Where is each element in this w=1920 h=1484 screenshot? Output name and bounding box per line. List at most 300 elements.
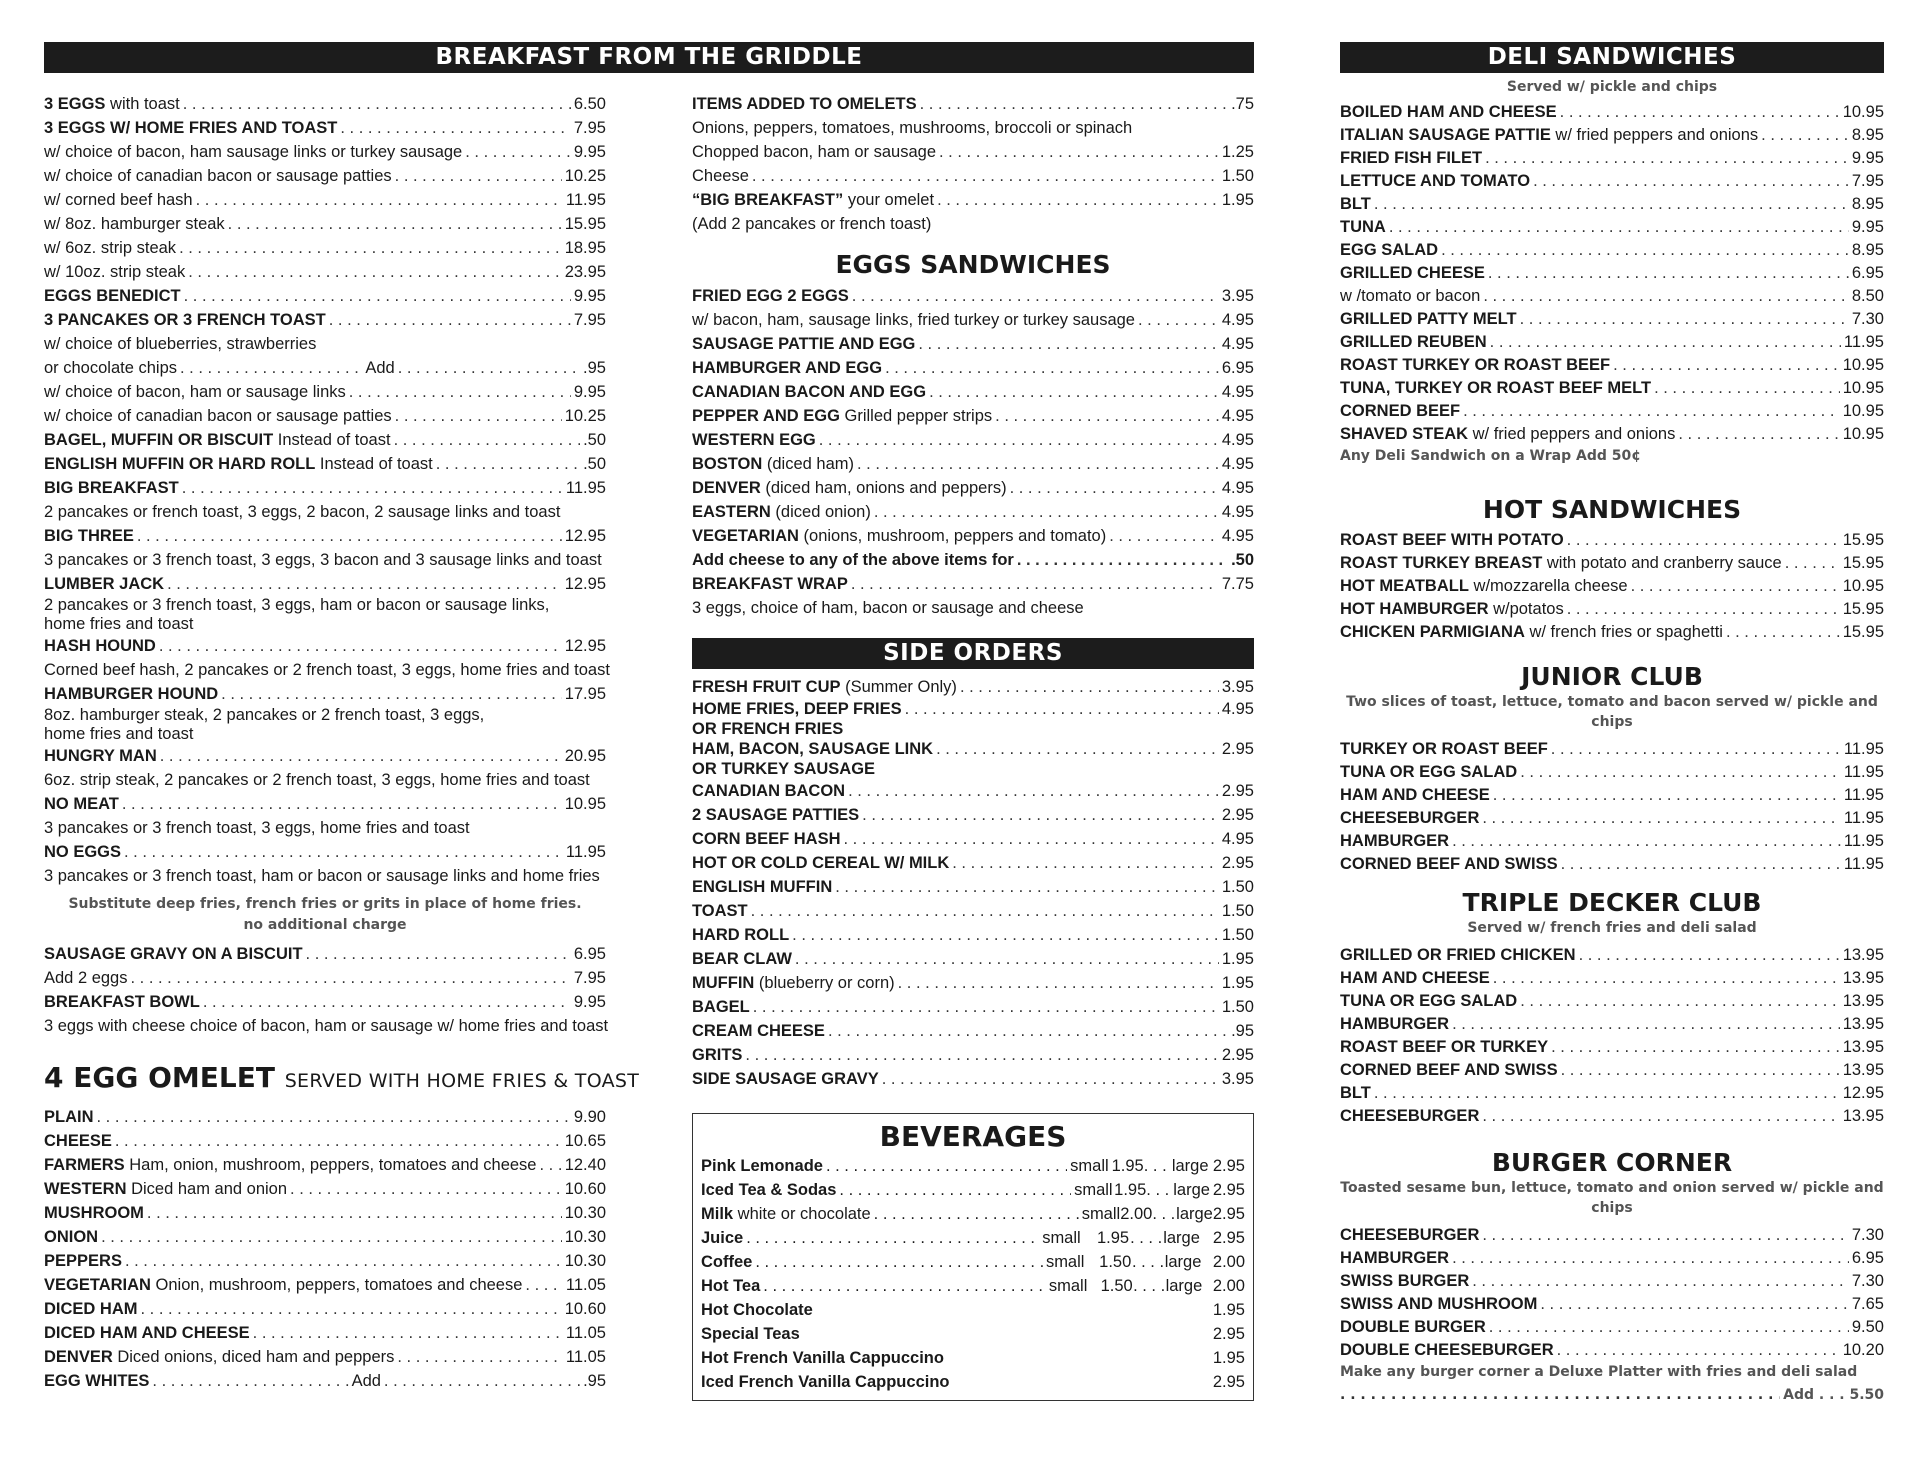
menu-item-price: 13.95 (1842, 1107, 1884, 1125)
menu-item-row (1340, 807, 1884, 830)
menu-item-price: 4.95 (1221, 830, 1254, 848)
dot-leader (1482, 1105, 1839, 1128)
deluxe-add-price: Add . . . 5.50 (1783, 1387, 1884, 1403)
menu-item-label (44, 1129, 112, 1153)
menu-item-price: 7.65 (1851, 1295, 1884, 1313)
menu-item-name: BLT (1340, 1084, 1371, 1102)
menu-item-price: 10.30 (564, 1228, 606, 1246)
breakfast-list-2 (44, 380, 606, 476)
dot-leader (465, 140, 571, 164)
menu-item-label (692, 428, 816, 452)
menu-item-row (1340, 784, 1884, 807)
menu-item-row (1340, 990, 1884, 1013)
dot-leader (826, 1154, 1067, 1178)
menu-item-name: ITEMS ADDED TO OMELETS (692, 95, 917, 113)
breakfast-wrap (692, 572, 1254, 596)
menu-item-price: 7.95 (573, 311, 606, 329)
dot-leader (1483, 285, 1849, 308)
dot-leader (1131, 1250, 1164, 1274)
menu-item-price: 2.95 (1221, 782, 1254, 800)
menu-item-label (692, 308, 1135, 332)
menu-item-price: 2.95 (1221, 1046, 1254, 1064)
menu-item-label (692, 476, 1007, 500)
menu-item-desc: your omelet (843, 191, 935, 209)
menu-item-name: CHEESE (44, 1132, 112, 1150)
menu-item-price: 10.60 (564, 1300, 606, 1318)
dot-leader (795, 947, 1219, 971)
deli-wrap-note: Any Deli Sandwich on a Wrap Add 50¢ (1340, 448, 1641, 464)
menu-item-label (44, 140, 462, 164)
menu-item-row (1340, 621, 1884, 644)
menu-item-label (44, 1177, 287, 1201)
beverage-name: Milk (701, 1205, 734, 1223)
beverage-large-price: 2.95 (1212, 1181, 1245, 1199)
combo-row (44, 634, 606, 658)
dot-leader (436, 452, 580, 476)
combo-desc: 8oz. hamburger steak, 2 pancakes or 2 french toast, 3 eggs, (44, 706, 485, 724)
beverage-row (701, 1226, 1245, 1250)
dot-leader (1631, 575, 1840, 598)
menu-item-desc: w/ choice of bacon, ham sausage links or turkey sausage (44, 143, 463, 161)
menu-item-price: 12.95 (564, 527, 606, 545)
menu-item-name: ENGLISH MUFFIN OR HARD ROLL (44, 455, 316, 473)
menu-item-row (692, 404, 1254, 428)
menu-item-name: PLAIN (44, 1108, 94, 1126)
menu-item-price: 4.95 (1221, 431, 1254, 449)
menu-item-label (692, 899, 748, 923)
menu-item-label (1340, 331, 1487, 354)
dot-leader (1560, 101, 1840, 124)
dot-leader (184, 284, 571, 308)
menu-item-name: TUNA OR EGG SALAD (1340, 992, 1518, 1010)
menu-item-label (692, 380, 926, 404)
beverage-small-label: small (1042, 1229, 1081, 1247)
menu-item-label (1340, 147, 1482, 170)
menu-item-row (1340, 853, 1884, 876)
menu-item-desc: w/ fried peppers and onions (1468, 425, 1676, 443)
deli-list (1340, 101, 1884, 446)
menu-item-row (44, 1177, 606, 1201)
menu-item-label (44, 634, 156, 658)
menu-item-label (44, 682, 218, 706)
breakfast-combos (44, 476, 610, 888)
menu-item-row (692, 332, 1254, 356)
menu-item-price: 13.95 (1842, 969, 1884, 987)
menu-item-label (1340, 761, 1517, 784)
menu-item-price: .95 (1231, 1022, 1254, 1040)
menu-item-price: 1.95 (1221, 974, 1254, 992)
menu-item-price: 10.95 (1842, 379, 1884, 397)
menu-item-label (692, 827, 841, 851)
menu-item-price: 1.50 (1221, 902, 1254, 920)
menu-item-label (44, 428, 391, 452)
menu-item-name: SAUSAGE GRAVY ON A BISCUIT (44, 945, 303, 963)
menu-item-price: 11.05 (565, 1348, 606, 1366)
beverage-row (701, 1202, 1245, 1226)
breakfast-header: BREAKFAST FROM THE GRIDDLE (44, 42, 1254, 73)
menu-item-row (44, 966, 606, 990)
dot-leader (848, 779, 1219, 803)
menu-item-price: 10.95 (564, 795, 606, 813)
no-charge-note: no additional charge (243, 917, 407, 933)
combo-row (44, 682, 606, 706)
dot-leader (1489, 1316, 1849, 1339)
menu-item-label (44, 1249, 122, 1273)
menu-item-price: 9.95 (573, 143, 606, 161)
blueberry-line: w/ choice of blueberries, strawberries (44, 335, 317, 353)
dot-leader (1493, 784, 1841, 807)
menu-item-label (1340, 1247, 1449, 1270)
menu-item-label (1340, 1082, 1371, 1105)
side-order-row (692, 947, 1254, 971)
breakfast-bowl-desc: 3 eggs with cheese choice of bacon, ham or sausage w/ home fries and toast (44, 1017, 609, 1035)
right-column (1340, 42, 1884, 1407)
menu-item-price: 13.95 (1842, 946, 1884, 964)
breakfast-column (44, 92, 640, 1393)
menu-item-label (1340, 101, 1557, 124)
menu-item-row (44, 284, 606, 308)
beverage-row (701, 1274, 1245, 1298)
menu-item-price: 10.65 (564, 1132, 606, 1150)
menu-item-label (44, 524, 134, 548)
beverage-row (701, 1322, 1245, 1346)
menu-item-label (1340, 552, 1782, 575)
menu-item-row (1340, 216, 1884, 239)
menu-item-row (1340, 239, 1884, 262)
combo-desc: 3 pancakes or 3 french toast, 3 eggs, home fries and toast (44, 819, 470, 837)
menu-item-label (1340, 1316, 1486, 1339)
menu-item-name: ROAST BEEF WITH POTATO (1340, 531, 1564, 549)
menu-item-row (692, 164, 1254, 188)
menu-item-price: 17.95 (564, 685, 606, 703)
dot-leader (179, 236, 562, 260)
menu-item-price: 1.25 (1221, 143, 1254, 161)
beverage-row (701, 1298, 1245, 1322)
menu-item-name: BAGEL, MUFFIN OR BISCUIT (44, 431, 274, 449)
dot-leader (1485, 147, 1849, 170)
hot-sandwiches-list (1340, 529, 1884, 644)
menu-item-name: BLT (1340, 195, 1371, 213)
menu-item-label (1340, 784, 1490, 807)
beverage-large-label: large (1164, 1253, 1202, 1271)
dot-leader (1109, 524, 1219, 548)
menu-item-row (1340, 423, 1884, 446)
menu-item-row (1340, 331, 1884, 354)
side-orders-list (692, 675, 1254, 1091)
menu-item-price: 7.95 (1851, 172, 1884, 190)
menu-item-label (692, 851, 949, 875)
menu-item-label (692, 452, 854, 476)
menu-item-row (692, 92, 1254, 116)
menu-item-name: TUNA, TURKEY OR ROAST BEEF MELT (1340, 379, 1652, 397)
menu-item-desc: (diced ham) (762, 455, 854, 473)
combo-row (44, 572, 606, 596)
menu-item-label (44, 1321, 250, 1345)
dot-leader (755, 1250, 1043, 1274)
menu-item-label (44, 284, 181, 308)
chocolate-chips-price: .95 (583, 359, 606, 377)
dot-leader (874, 500, 1219, 524)
dot-leader (183, 92, 571, 116)
add-cheese-row (692, 548, 1254, 572)
dot-leader (152, 1369, 348, 1393)
menu-item-label (44, 572, 164, 596)
menu-item-label (1340, 944, 1576, 967)
menu-item-row (1340, 1293, 1884, 1316)
dot-leader (1613, 354, 1840, 377)
menu-item-row (44, 92, 606, 116)
dot-leader (937, 188, 1219, 212)
menu-item-price: 10.30 (564, 1204, 606, 1222)
dot-leader (819, 428, 1219, 452)
menu-item-price: 4.95 (1221, 455, 1254, 473)
dot-leader (160, 744, 562, 768)
menu-item-price: 10.25 (564, 407, 606, 425)
menu-item-row (1340, 944, 1884, 967)
menu-item-price: 2.95 (1221, 806, 1254, 824)
menu-item-row (1340, 761, 1884, 784)
menu-item-name: EGG SALAD (1340, 241, 1439, 259)
veg-line: Onions, peppers, tomatoes, mushrooms, broccoli or spinach (692, 119, 1133, 137)
menu-item-row (1340, 1247, 1884, 1270)
menu-item-name: SAUSAGE PATTIE AND EGG (692, 335, 916, 353)
dot-leader (196, 188, 563, 212)
menu-item-label (692, 779, 845, 803)
triple-decker-title: TRIPLE DECKER CLUB (1462, 888, 1762, 917)
dot-leader (180, 356, 362, 380)
menu-item-name: HOT MEATBALL (1340, 577, 1469, 595)
menu-item-row (44, 1297, 606, 1321)
menu-item-name: GRILLED PATTY MELT (1340, 310, 1517, 328)
menu-item-price: 6.95 (1851, 1249, 1884, 1267)
menu-item-price: 11.95 (1843, 786, 1884, 804)
menu-item-price: 9.50 (1851, 1318, 1884, 1336)
menu-item-desc: w/mozzarella cheese (1468, 577, 1628, 595)
menu-item-name: BIG BREAKFAST (44, 479, 179, 497)
menu-item-price: .50 (583, 431, 606, 449)
menu-item-name: CORNED BEEF AND SWISS (1340, 1061, 1558, 1079)
menu-item-row (692, 284, 1254, 308)
beverage-label (701, 1154, 823, 1178)
beverages-title: BEVERAGES (879, 1120, 1067, 1153)
wrap-desc: 3 eggs, choice of ham, bacon or sausage and cheese (692, 599, 1084, 617)
beverage-row (701, 1346, 1245, 1370)
dot-leader (960, 675, 1219, 699)
menu-item-name: VEGETARIAN (692, 527, 799, 545)
dot-leader (905, 699, 1219, 719)
menu-item-desc: Diced ham and onion (126, 1180, 288, 1198)
side-order-row (692, 1067, 1254, 1091)
side-order-row (692, 923, 1254, 947)
menu-item-price: .75 (1231, 95, 1254, 113)
dot-leader (952, 851, 1219, 875)
menu-item-row (1340, 967, 1884, 990)
dot-leader (122, 792, 562, 816)
beverage-label (701, 1202, 871, 1226)
menu-item-label (44, 792, 119, 816)
menu-item-name: TUNA (1340, 218, 1386, 236)
combo-desc: 2 pancakes or french toast, 3 eggs, 2 bacon, 2 sausage links and toast (44, 503, 561, 521)
beverage-small-label: small (1081, 1205, 1121, 1223)
side-order-row (692, 803, 1254, 827)
combo-desc: Corned beef hash, 2 pancakes or 2 french toast, 3 eggs, home fries and toast (44, 661, 610, 679)
menu-item-row (692, 356, 1254, 380)
menu-item-label (1340, 285, 1480, 308)
menu-item-desc: (onions, mushroom, peppers and tomato) (798, 527, 1107, 545)
menu-item-label (1340, 1013, 1449, 1036)
menu-item-row (1340, 552, 1884, 575)
combo-desc: home fries and toast (44, 615, 194, 633)
menu-item-price: .50 (583, 455, 606, 473)
menu-item-row (44, 188, 606, 212)
side-order-row (692, 1043, 1254, 1067)
menu-item-name: SWISS AND MUSHROOM (1340, 1295, 1538, 1313)
egg-whites-label: EGG WHITES (44, 1372, 150, 1390)
menu-item-name: BOILED HAM AND CHEESE (1340, 103, 1557, 121)
menu-item-desc: Cheese (692, 167, 749, 185)
beverage-name: Iced French Vanilla Cappuccino (701, 1373, 950, 1391)
beverage-name: Hot French Vanilla Cappuccino (701, 1349, 944, 1367)
menu-item-name: LUMBER JACK (44, 575, 165, 593)
menu-item-price: 11.95 (565, 843, 606, 861)
menu-item-name: CORNED BEEF AND SWISS (1340, 855, 1558, 873)
menu-item-name: HAM AND CHEESE (1340, 969, 1490, 987)
menu-item-name: HAMBURGER AND EGG (692, 359, 883, 377)
menu-item-label (692, 92, 917, 116)
dot-leader (253, 1321, 563, 1345)
dot-leader (753, 995, 1219, 1019)
menu-item-row (1340, 830, 1884, 853)
menu-item-label (44, 164, 392, 188)
menu-item-name: ROAST BEEF OR TURKEY (1340, 1038, 1549, 1056)
menu-item-label (44, 380, 346, 404)
menu-item-price: 4.95 (1221, 503, 1254, 521)
burger-corner-title: BURGER CORNER (1491, 1148, 1733, 1177)
menu-item-row (44, 1273, 606, 1297)
menu-item-price: 1.50 (1221, 926, 1254, 944)
dot-leader (1472, 1270, 1849, 1293)
egg-whites-row (44, 1369, 606, 1393)
menu-item-price: 10.95 (1842, 577, 1884, 595)
beverage-small-label: small (1074, 1181, 1113, 1199)
menu-item-price: 4.95 (1221, 527, 1254, 545)
menu-item-label (1340, 239, 1438, 262)
menu-item-row (1340, 575, 1884, 598)
omelet-items-list-2 (692, 140, 1254, 212)
menu-item-price: 15.95 (1842, 554, 1884, 572)
combo-desc: 3 pancakes or 3 french toast, ham or bacon or sausage links and home fries (44, 867, 600, 885)
menu-item-label (1340, 738, 1548, 761)
menu-item-name: GRILLED CHEESE (1340, 264, 1485, 282)
menu-item-name: HAMBURGER (1340, 1015, 1450, 1033)
menu-item-price: 1.50 (1221, 167, 1254, 185)
dot-leader (1152, 1202, 1176, 1226)
menu-item-price: 7.30 (1851, 310, 1884, 328)
menu-item-price: 6.95 (573, 945, 606, 963)
menu-item-row (44, 164, 606, 188)
side-order-row (692, 851, 1254, 875)
menu-item-label (692, 164, 749, 188)
dot-leader (1374, 1082, 1840, 1105)
menu-item-price: 10.95 (1842, 402, 1884, 420)
menu-item-row (44, 1225, 606, 1249)
menu-item-row (1340, 738, 1884, 761)
combo-row (44, 840, 606, 864)
menu-item-label (44, 452, 433, 476)
beverage-large-price: 2.00 (1212, 1253, 1246, 1271)
menu-item-label (1340, 1270, 1469, 1293)
menu-item-price: 10.95 (1842, 103, 1884, 121)
beverage-large-label: large (1176, 1205, 1213, 1223)
dot-leader (885, 356, 1219, 380)
menu-item-name: ITALIAN SAUSAGE PATTIE (1340, 126, 1551, 144)
menu-item-price: 11.05 (565, 1276, 606, 1294)
menu-item-price: 10.60 (564, 1180, 606, 1198)
menu-item-label (1340, 990, 1517, 1013)
menu-item-price: 8.50 (1851, 287, 1884, 305)
menu-item-label (692, 188, 934, 212)
menu-item-price: 10.95 (1842, 356, 1884, 374)
menu-item-name: DICED HAM (44, 1300, 138, 1318)
menu-item-name: CORNED BEEF (1340, 402, 1461, 420)
triple-decker-subtitle: Served w/ french fries and deli salad (1467, 920, 1757, 936)
dot-leader (395, 164, 562, 188)
menu-item-row (692, 428, 1254, 452)
menu-item-label (1340, 308, 1517, 331)
menu-item-label (44, 260, 185, 284)
dot-leader (1146, 1178, 1173, 1202)
dot-leader (125, 1249, 562, 1273)
menu-item-name: “BIG BREAKFAST” (692, 191, 844, 209)
dot-leader (340, 116, 571, 140)
menu-item-desc: Instead of toast (315, 455, 433, 473)
menu-item-row (692, 524, 1254, 548)
menu-item-name: SWISS BURGER (1340, 1272, 1470, 1290)
dot-leader (745, 1043, 1218, 1067)
menu-item-price: 15.95 (1842, 623, 1884, 641)
egg-whites-price: .95 (583, 1372, 606, 1390)
side-order-row (692, 675, 1254, 699)
menu-item-label (44, 404, 392, 428)
dot-leader (828, 1019, 1228, 1043)
dot-leader (852, 284, 1219, 308)
menu-item-name: CHICKEN PARMIGIANA (1340, 623, 1525, 641)
menu-item-row (692, 380, 1254, 404)
menu-item-name: BEAR CLAW (692, 950, 792, 968)
menu-item-name: FRIED FISH FILET (1340, 149, 1483, 167)
menu-item-row (1340, 262, 1884, 285)
dot-leader (1785, 552, 1840, 575)
side-order-row (692, 779, 1254, 803)
menu-item-name: HAMBURGER (1340, 832, 1450, 850)
menu-item-name: BIG THREE (44, 527, 134, 545)
junior-club-title: JUNIOR CLUB (1521, 662, 1703, 691)
menu-item-price: 3.95 (1221, 678, 1254, 696)
beverage-small-label: small (1048, 1277, 1088, 1295)
beverages-box (692, 1113, 1254, 1401)
menu-item-label (692, 404, 992, 428)
menu-item-price: 9.95 (1851, 149, 1884, 167)
combo-row (44, 524, 606, 548)
menu-item-row (1340, 529, 1884, 552)
menu-item-name: CORN BEEF HASH (692, 830, 841, 848)
chocolate-chips-label: or chocolate chips (44, 359, 177, 377)
menu-item-label (692, 1019, 825, 1043)
menu-item-label (1340, 1293, 1537, 1316)
deli-subtitle: Served w/ pickle and chips (1506, 79, 1718, 95)
menu-item-name: GRILLED REUBEN (1340, 333, 1487, 351)
dot-leader (1551, 1036, 1840, 1059)
